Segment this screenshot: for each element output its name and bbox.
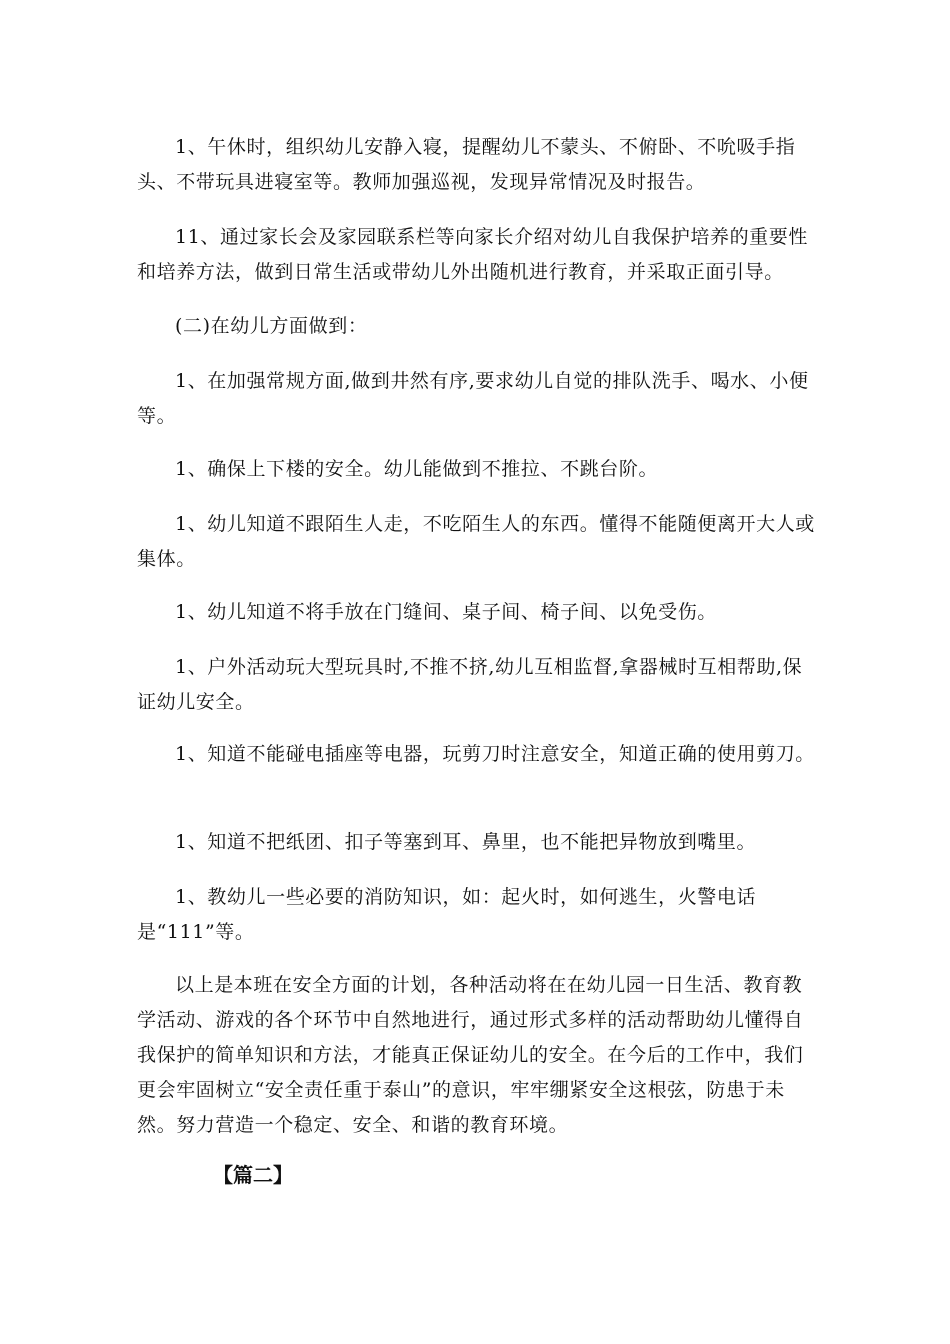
paragraph-children-section-title: (二)在幼儿方面做到： — [175, 315, 368, 337]
paragraph-stairs-safety: 1、确保上下楼的安全。幼儿能做到不推拉、不跳台阶。 — [175, 458, 659, 480]
paragraph-routine-order: 1、在加强常规方面,做到井然有序,要求幼儿自觉的排队洗手、喝水、小便等。 — [137, 370, 809, 427]
section-heading: 【篇二】 — [213, 1163, 293, 1187]
paragraph-nap-safety: 1、午休时，组织幼儿安静入寝，提醒幼儿不蒙头、不俯卧、不吮吸手指头、不带玩具进寝室等。教师加强巡视，发现异常情况及时报告。 — [137, 136, 796, 193]
paragraph-hands-gaps: 1、幼儿知道不将手放在门缝间、桌子间、椅子间、以免受伤。 — [175, 601, 717, 623]
paragraph-summary: 以上是本班在安全方面的计划，各种活动将在在幼儿园一日生活、教育教学活动、游戏的各个环节中自然地进行，通过形式多样的活动帮助幼儿懂得自我保护的简单知识和方法，才能真正保证幼儿的安全。在今后的工作中，我们更会牢固树立“安全责任重于泰山”的意识，牢牢绷紧安全这根弦，防患于未然。努力营造一个稳定、安全、和谐的教育环境。 — [137, 974, 804, 1136]
paragraph-foreign-objects: 1、知道不把纸团、扣子等塞到耳、鼻里，也不能把异物放到嘴里。 — [175, 831, 757, 853]
paragraph-fire-safety: 1、教幼儿一些必要的消防知识，如：起火时，如何逃生，火警电话是“111”等。 — [137, 886, 757, 943]
paragraph-outdoor-activities: 1、户外活动玩大型玩具时,不推不挤,幼儿互相监督,拿器械时互相帮助,保证幼儿安全。 — [137, 656, 803, 713]
paragraph-electrical-scissors: 1、知道不能碰电插座等电器，玩剪刀时注意安全，知道正确的使用剪刀。 — [175, 743, 815, 765]
paragraph-strangers: 1、幼儿知道不跟陌生人走，不吃陌生人的东西。懂得不能随便离开大人或集体。 — [137, 513, 815, 570]
paragraph-parent-communication: 11、通过家长会及家园联系栏等向家长介绍对幼儿自我保护培养的重要性和培养方法，做到日常生活或带幼儿外出随机进行教育，并采取正面引导。 — [137, 226, 808, 283]
